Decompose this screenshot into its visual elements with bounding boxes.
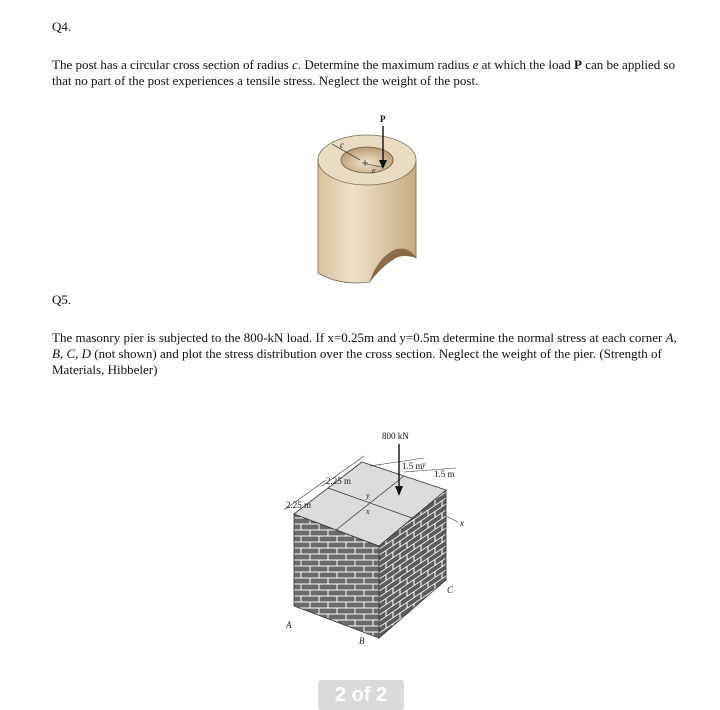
post-figure [300, 108, 430, 295]
axis-x-label: x [460, 518, 464, 528]
load-label: P [380, 114, 386, 124]
dim-left-1: 2.25 m [286, 500, 312, 510]
corner-a-label: A [286, 620, 292, 630]
pier-illustration [274, 428, 484, 650]
inner-y-label: y [366, 491, 370, 500]
axis-y-label: y [422, 460, 426, 469]
pier-figure [274, 428, 484, 655]
corner-b-label: B [359, 636, 365, 646]
post-illustration [300, 108, 430, 290]
var-P: P [574, 57, 582, 72]
q4-label: Q4. [52, 19, 72, 34]
corner-c-label: C [447, 585, 454, 595]
var-e: e [472, 57, 479, 72]
corner-list: A, B, C, D [52, 330, 677, 361]
q5-label: Q5. [52, 292, 72, 307]
q5-problem-text: The masonry pier is subjected to the 800-kN load. If x=0.25m and y=0.5m determine the normal stress at each corner A, B, C, D (not shown) and plot the stress distribution over the cross section. Neglect the weight of the pier. (Strength of Materials, Hibbeler) [52, 330, 677, 377]
pier-load-label: 800 kN [382, 431, 409, 441]
dim-right-2: 1.5 m [434, 469, 455, 479]
dim-left-2: 2.25 m [326, 476, 352, 486]
eccentricity-label: e [372, 166, 376, 175]
var-c: c [292, 57, 298, 72]
dim-right-1: 1.5 m [402, 461, 423, 471]
q4-problem-text: The post has a circular cross section of radius c. Determine the maximum radius e at which the load P can be applied so that no part of the post experiences a tensile stress. Neglect the weight of the post. [52, 57, 676, 88]
inner-x-label: x [366, 507, 370, 516]
page-indicator: 2 of 2 [318, 680, 404, 710]
radius-label: c [340, 140, 344, 150]
